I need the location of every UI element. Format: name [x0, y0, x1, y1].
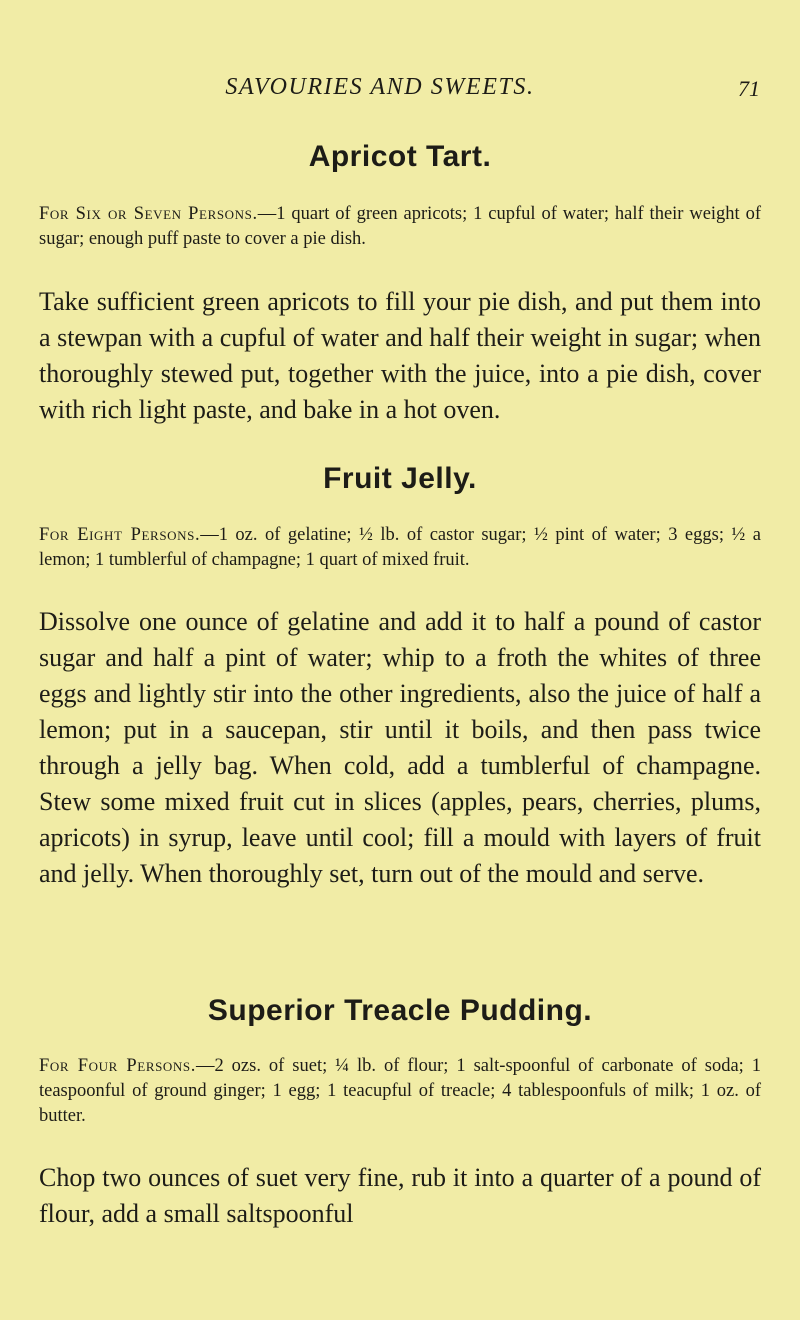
ingredients-fruit-jelly — [39, 523, 761, 573]
recipe-title-fruit-jelly: Fruit Jelly. — [323, 462, 477, 495]
ingredients-apricot-tart — [39, 202, 761, 252]
ingredients-list: —1 quart of green apricots; 1 cupful of water; half their weight of sugar; enough puff paste to cover a pie dish. — [39, 204, 762, 249]
page-number: 71 — [738, 76, 760, 101]
ingredients-lead-in: For Four Persons. — [39, 1056, 196, 1076]
method-fruit-jelly: Dissolve one ounce of gelatine and add it to half a pound of castor sugar and half a pint of water; whip to a froth the whites of three eggs and lightly stir into the other ingredients, also the juice of half a lemon; put in a saucepan, stir until it boils, and then pass twice through a jelly bag. When cold, add a tumblerful of champagne. Stew some mixed fruit cut in slices (apples, pears, cherries, plums, apricots) in syrup, leave until cool; fill a mould with layers of fruit and jelly. When thoroughly set, turn out of the mould and serve. — [39, 607, 761, 888]
recipe-title-apricot-tart: Apricot Tart. — [308, 140, 492, 173]
running-head — [0, 74, 800, 114]
running-title: SAVOURIES AND SWEETS. — [225, 74, 535, 100]
ingredients-lead-in: For Eight Persons. — [39, 525, 201, 545]
ingredients-list: —1 oz. of gelatine; ½ lb. of castor sugar; ½ pint of water; 3 eggs; ½ a lemon; 1 tumblerful of champagne; 1 quart of mixed fruit. — [39, 525, 761, 570]
ingredients-superior-treacle-pudding — [39, 1054, 761, 1129]
ingredients-lead-in: For Six or Seven Persons. — [39, 204, 258, 224]
ingredients-list: —2 ozs. of suet; ¼ lb. of flour; 1 salt-spoonful of carbonate of soda; 1 teaspoonful of ground ginger; 1 egg; 1 teacupful of treacle; 4 tablespoonfuls of milk; 1 oz. of butter. — [39, 1056, 761, 1126]
method-apricot-tart: Take sufficient green apricots to fill your pie dish, and put them into a stewpan with a cupful of water and half their weight in sugar; when thoroughly stewed put, together with the juice, into a pie dish, cover with rich light paste, and bake in a hot oven. — [39, 287, 761, 424]
method-superior-treacle-pudding: Chop two ounces of suet very fine, rub it into a quarter of a pound of flour, add a small saltspoonful — [39, 1163, 761, 1228]
recipe-title-superior-treacle-pudding: Superior Treacle Pudding. — [207, 994, 593, 1027]
